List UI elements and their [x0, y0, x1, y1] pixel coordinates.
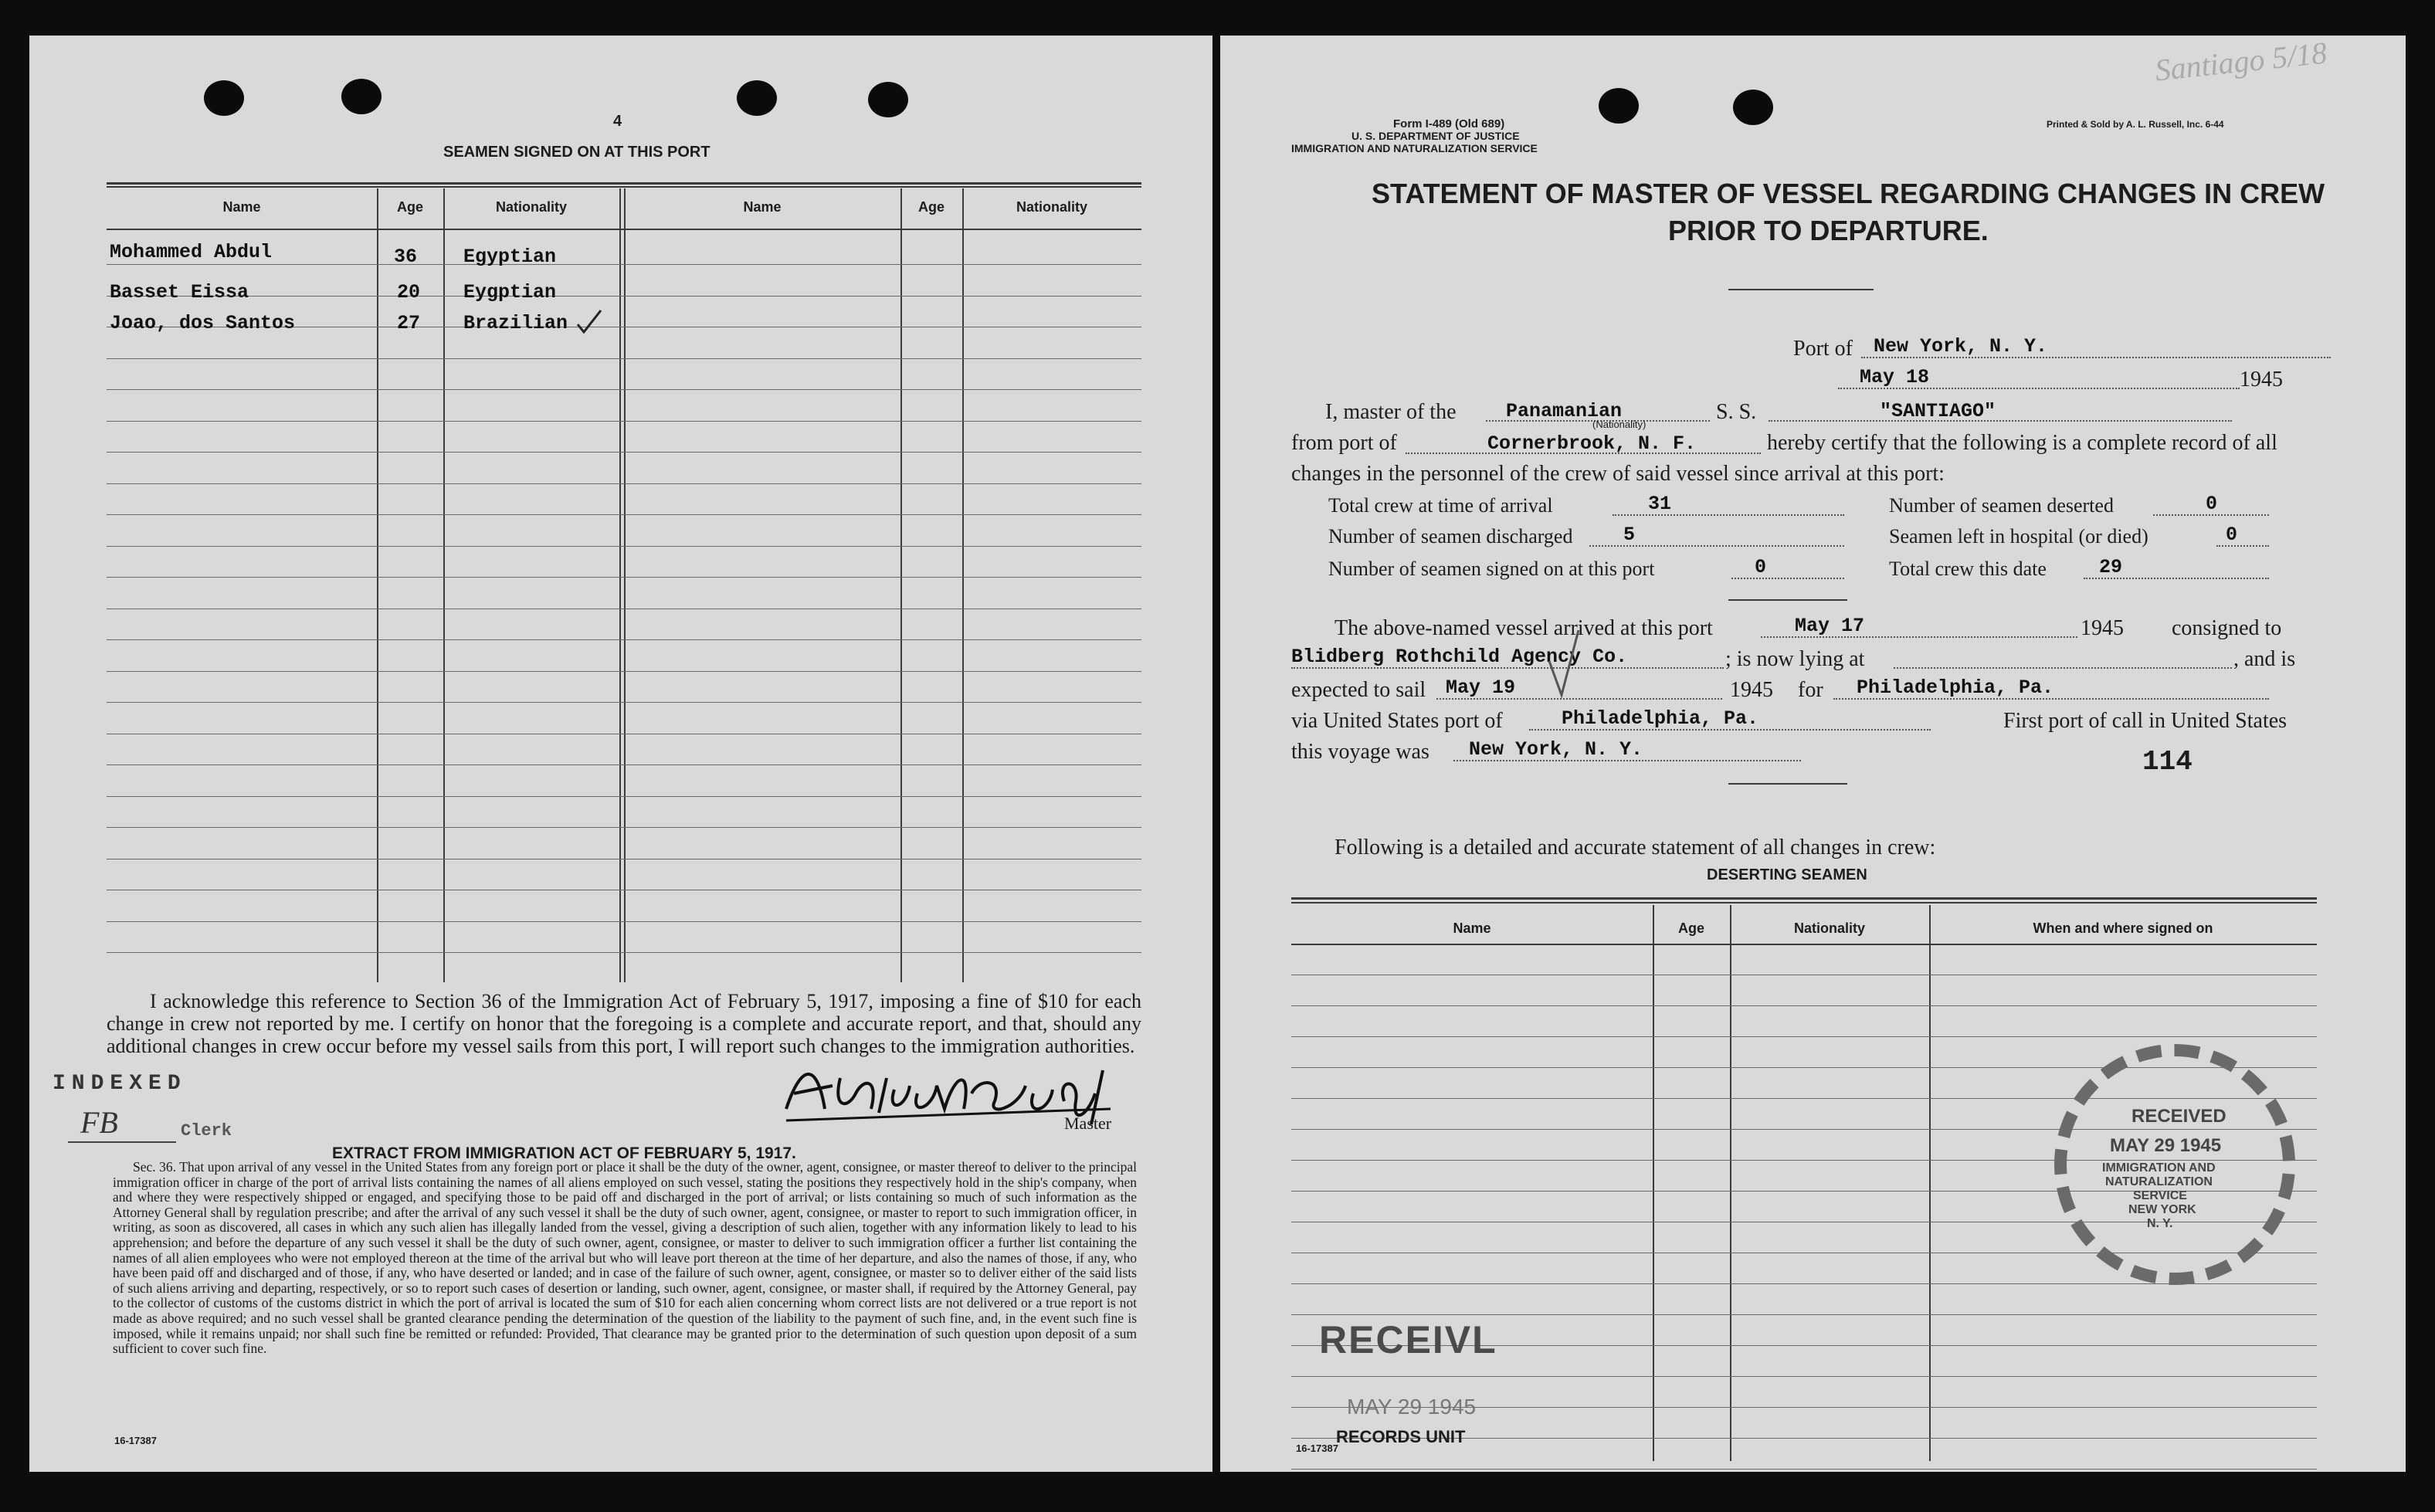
deserting-heading: DESERTING SEAMEN — [1707, 866, 1867, 883]
date-year: 1945 — [2240, 368, 2283, 392]
total-crew-arrival-label: Total crew at time of arrival — [1328, 494, 1553, 517]
table-row-line — [107, 389, 1141, 390]
first-port-label: First port of call in United States — [2003, 709, 2287, 733]
table-row-line — [107, 483, 1141, 484]
nationality-caption: (Nationality) — [1592, 419, 1647, 430]
first-port-value: New York, N. Y. — [1469, 738, 1643, 761]
des-col-nationality: Nationality — [1793, 920, 1865, 936]
received-date: MAY 29 1945 — [1347, 1395, 1477, 1419]
sail-year: 1945 — [1730, 678, 1773, 702]
checkmark-icon — [1545, 630, 1583, 700]
hospital-value: 0 — [2226, 524, 2238, 546]
des-col-signed-on: When and where signed on — [2033, 920, 2213, 936]
port-value: New York, N. Y. — [1874, 335, 2048, 358]
handwritten-note: Santiago 5/18 — [2153, 35, 2329, 88]
discharged-value: 5 — [1623, 524, 1636, 546]
table-row-line — [1291, 1005, 2317, 1006]
from-port-label: from port of — [1291, 431, 1397, 455]
table-row-line — [107, 952, 1141, 953]
deserted-label: Number of seamen deserted — [1889, 494, 2114, 517]
received-stamp: RECEIVL — [1319, 1318, 1497, 1361]
col-age-1: Age — [396, 199, 423, 215]
total-today-value: 29 — [2099, 556, 2123, 578]
punch-hole — [341, 79, 382, 114]
table-row-line — [107, 514, 1141, 515]
for-label: for — [1798, 678, 1823, 702]
table-row-line — [1291, 1036, 2317, 1037]
seaman-age: 27 — [397, 312, 421, 334]
circular-stamp-line: NEW YORK — [2128, 1203, 2196, 1216]
circular-stamp-line: RECEIVED — [2131, 1106, 2226, 1127]
col-nationality-1: Nationality — [495, 199, 567, 215]
total-today-label: Total crew this date — [1889, 558, 2047, 580]
extract-text: Sec. 36. That upon arrival of any vessel in the United States from any foreign port or place it shall be the duty of the owner, agent, consignee, or master thereof to deliver to the principal immigration officer in charge of the port of arrival lists containing the names of all aliens employed on such vessel, stating the positions they respectively hold in the ship's company, when and where they were respectively shipped or engaged, and specifying those to be paid off and discharged in the port of arrival; or lists containing so much of such information as the Attorney General shall by regulation prescribe; and after the arrival of any such vessel it shall be the duty of such owner, agent, consignee, or master to report to such immigration officer, in writing, as soon as discovered, all cases in which any such alien has illegally landed from the vessel, giving a description of such alien, together with any information likely to lead to his apprehension; and before the departure of any such vessel it shall be the duty of such owner, agent, consignee, or master to deliver to such immigration officer a further list containing the names of all alien employees who were not employed thereon at the time of the arrival but who will leave port thereon at the time of her departure, and also the names of those, if any, who have been paid off and discharged and of those, if any, who have deserted or landed; and in case of the failure of such owner, agent, consignee, or master so to deliver either of the said lists of such aliens arriving and departing, respectively, or so to report such cases of desertion or landing, such owner, agent, consignee, or master shall, if required by the Attorney General, pay to the collector of customs of the customs district in which the port of arrival is located the sum of $10 for each alien concerning whom correct lists are not delivered or a true report is not made as above required; and no such vessel shall be granted clearance pending the determination of the question of the liability to the payment of such fine, and, in the event such fine is imposed, while it remains unpaid; nor shall such fine be remitted or refunded: Provided, That clearance may be granted prior to the determination of such question upon deposit of a sum sufficient to cover such fine. — [113, 1159, 1137, 1357]
form-code: 16-17387 — [114, 1435, 157, 1446]
seaman-name: Mohammed Abdul — [110, 241, 273, 263]
consignee: Blidberg Rothchild Agency Co. — [1291, 646, 1628, 668]
seaman-nationality: Egyptian — [463, 246, 557, 268]
record-number: 114 — [2142, 746, 2193, 778]
des-col-name: Name — [1453, 920, 1491, 936]
checkmark-icon — [575, 309, 605, 337]
total-crew-arrival-value: 31 — [1648, 493, 1672, 515]
arrived-label: The above-named vessel arrived at this port — [1335, 616, 1713, 640]
form-title-line2: PRIOR TO DEPARTURE. — [1668, 215, 1989, 246]
table-row-line — [1291, 1469, 2317, 1470]
clerk-initials: FB — [80, 1105, 118, 1140]
punch-hole — [1599, 88, 1639, 124]
records-unit: RECORDS UNIT — [1336, 1427, 1466, 1446]
col-nationality-2: Nationality — [1016, 199, 1087, 215]
indexed-stamp: INDEXED — [53, 1072, 187, 1096]
hospital-label: Seamen left in hospital (or died) — [1889, 525, 2148, 548]
table-row-line — [1291, 1314, 2317, 1315]
col-name-1: Name — [222, 199, 261, 215]
consigned-label: consigned to — [2172, 616, 2282, 640]
department: U. S. DEPARTMENT OF JUSTICE — [1351, 130, 1520, 142]
arrived-value: May 17 — [1795, 615, 1865, 637]
circular-stamp-line: N. Y. — [2147, 1217, 2173, 1230]
table-row-line — [107, 296, 1141, 297]
form-title: STATEMENT OF MASTER OF VESSEL REGARDING CHANGES IN CREW — [1372, 178, 2325, 209]
page-number: 4 — [613, 113, 622, 130]
table-row-line — [107, 671, 1141, 672]
table-row-line — [107, 764, 1141, 765]
master-of-label: I, master of the — [1325, 400, 1457, 424]
voyage-label: this voyage was — [1291, 740, 1429, 764]
seaman-name: Joao, dos Santos — [110, 312, 296, 334]
table-row-line — [107, 452, 1141, 453]
form-number: Form I-489 (Old 689) — [1393, 117, 1505, 131]
extract-title: EXTRACT FROM IMMIGRATION ACT OF FEBRUARY 5, 1917. — [332, 1144, 796, 1162]
table-row-line — [107, 264, 1141, 265]
table-row-line — [107, 421, 1141, 422]
expected-label: expected to sail — [1291, 678, 1426, 702]
acknowledgement-text: I acknowledge this reference to Section 36 of the Immigration Act of February 5, 1917, imposing a fine of $10 for each change in crew not reported by me. I certify on honor that the foregoing is a complete and accurate report, and that, should any additional changes in crew occur before my vessel sails from this port, I will report such changes to the immigration authorities. — [107, 990, 1141, 1057]
form-code: 16-17387 — [1296, 1443, 1338, 1454]
table-row-line — [107, 702, 1141, 703]
clerk-label: Clerk — [181, 1121, 232, 1141]
from-port-value: Cornerbrook, N. F. — [1487, 432, 1697, 455]
seaman-name: Basset Eissa — [110, 281, 249, 303]
table-row-line — [107, 358, 1141, 359]
master-label: Master — [1064, 1114, 1112, 1133]
des-col-age: Age — [1677, 920, 1704, 936]
table-row-line — [107, 921, 1141, 922]
table-row-line — [107, 577, 1141, 578]
signed-on-value: 0 — [1755, 556, 1767, 578]
nationality-value: Panamanian — [1506, 400, 1623, 422]
punch-hole — [1733, 90, 1773, 125]
via-port: Philadelphia, Pa. — [1562, 707, 1759, 730]
circular-stamp-line: IMMIGRATION AND — [2102, 1161, 2216, 1175]
lying-label: ; is now lying at — [1725, 647, 1865, 671]
service: IMMIGRATION AND NATURALIZATION SERVICE — [1291, 142, 1538, 154]
following-text: Following is a detailed and accurate statement of all changes in crew: — [1335, 836, 1936, 859]
punch-hole — [868, 82, 908, 117]
table-row-line — [107, 639, 1141, 640]
table-row-line — [107, 546, 1141, 547]
seaman-age: 20 — [397, 281, 421, 303]
punch-hole — [737, 80, 777, 116]
date-value: May 18 — [1860, 366, 1930, 388]
signed-on-label: Number of seamen signed on at this port — [1328, 558, 1655, 580]
table-row-line — [107, 796, 1141, 797]
arrived-year: 1945 — [2081, 616, 2124, 640]
table-row-line — [1291, 1376, 2317, 1377]
col-age-2: Age — [917, 199, 944, 215]
circular-stamp-line: MAY 29 1945 — [2110, 1135, 2222, 1156]
via-label: via United States port of — [1291, 709, 1503, 733]
sail-date: May 19 — [1446, 676, 1516, 699]
seaman-age: 36 — [394, 246, 418, 268]
circular-stamp-line: NATURALIZATION — [2105, 1175, 2213, 1188]
seaman-nationality: Brazilian — [463, 312, 568, 334]
vessel-name: "SANTIAGO" — [1880, 400, 1996, 422]
certify-text: hereby certify that the following is a complete record of all — [1767, 431, 2277, 455]
ss-label: S. S. — [1716, 400, 1757, 424]
col-name-2: Name — [743, 199, 782, 215]
right-page — [1220, 36, 2406, 1472]
port-label: Port of — [1793, 337, 1853, 361]
discharged-label: Number of seamen discharged — [1328, 525, 1573, 548]
circular-stamp-line: SERVICE — [2133, 1189, 2187, 1202]
printer-credit: Printed & Sold by A. L. Russell, Inc. 6-44 — [2047, 119, 2224, 130]
seaman-nationality: Eygptian — [463, 281, 557, 303]
left-page — [29, 36, 1212, 1472]
left-heading: SEAMEN SIGNED ON AT THIS PORT — [443, 144, 710, 161]
punch-hole — [204, 80, 244, 116]
deserted-value: 0 — [2206, 493, 2218, 515]
destination: Philadelphia, Pa. — [1857, 676, 2054, 699]
certify-text-2: changes in the personnel of the crew of said vessel since arrival at this port: — [1291, 462, 1945, 486]
table-row-line — [107, 827, 1141, 828]
and-is-label: , and is — [2233, 647, 2296, 671]
